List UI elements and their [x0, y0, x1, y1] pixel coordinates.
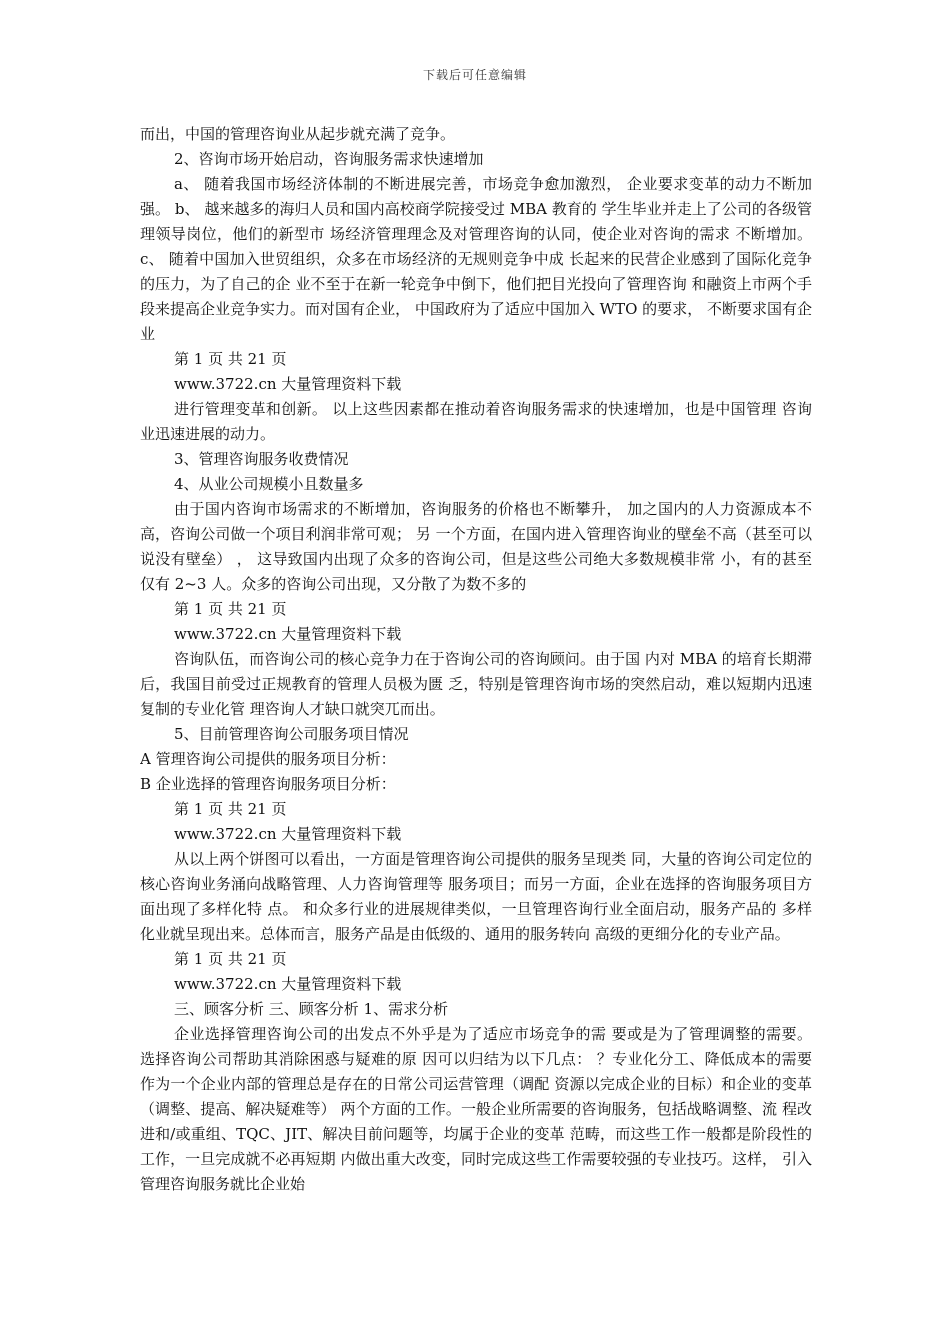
list-item: A 管理咨询公司提供的服务项目分析： [140, 750, 396, 768]
page-counter: 第 1 页 共 21 页 [174, 800, 287, 818]
paragraph: 企业选择管理咨询公司的出发点不外乎是为了适应市场竞争的需 要或是为了管理调整的需要。 选择咨询公司帮助其消除困惑与疑难的原 因可以归结为以下几点： ？专业化分工、降低成本的需要 作为一个企业内部的管理总是存在的日常公司运营管理（调配 资源以完成企业的目标）和企业的变革（调整、提高、解决疑难等） 两个方面的工作。一般企业所需要的咨询服务，包括战略调整、流 程改进和/或重组、TQC、JIT、解决目前问题等，均属于企业的变革 范畴，而这些工作一般都是阶段性的工作，一旦完成就不必再短期 内做出重大改变，同时完成这些工作需要较强的专业技巧。这样， 引入管理咨询服务就比企业始 [140, 1025, 812, 1193]
section-heading: 3、管理咨询服务收费情况 [174, 450, 349, 468]
source-link: www.3722.cn 大量管理资料下载 [174, 825, 402, 843]
source-link: www.3722.cn 大量管理资料下载 [174, 975, 402, 993]
document-body [140, 122, 812, 1197]
section-heading: 4、从业公司规模小且数量多 [174, 475, 364, 493]
section-heading: 5、目前管理咨询公司服务项目情况 [174, 725, 409, 743]
list-item: B 企业选择的管理咨询服务项目分析： [140, 775, 396, 793]
paragraph: a、 随着我国市场经济体制的不断进展完善，市场竞争愈加激烈， 企业要求变革的动力不断加强。 b、 越来越多的海归人员和国内高校商学院接受过 MBA 教育的 学生毕业并走上了公司的各级管理领导岗位，他们的新型市 场经济管理理念及对管理咨询的认同，使企业对咨询的需求 不断增加。 c、 随着中国加入世贸组织，众多在市场经济的无规则竞争中成 长起来的民营企业感到了国际化竞争的压力，为了自己的企 业不至于在新一轮竞争中倒下，他们把目光投向了管理咨询 和融资上市两个手段来提高企业竞争实力。而对国有企业， 中国政府为了适应中国加入 WTO 的要求， 不断要求国有企业 [140, 175, 812, 343]
section-heading: 2、咨询市场开始启动，咨询服务需求快速增加 [174, 150, 484, 168]
source-link: www.3722.cn 大量管理资料下载 [174, 375, 402, 393]
paragraph: 咨询队伍，而咨询公司的核心竞争力在于咨询公司的咨询顾问。由于国 内对 MBA 的培育长期滞后，我国目前受过正规教育的管理人员极为匮 乏，特别是管理咨询市场的突然启动，难以短期内迅速复制的专业化管 理咨询人才缺口就突兀而出。 [140, 650, 812, 718]
page-header: 下载后可任意编辑 [422, 68, 527, 82]
paragraph: 进行管理变革和创新。 以上这些因素都在推动着咨询服务需求的快速增加，也是中国管理 咨询业迅速进展的动力。 [140, 400, 812, 443]
paragraph: 而出，中国的管理咨询业从起步就充满了竞争。 [140, 125, 456, 143]
paragraph: 由于国内咨询市场需求的不断增加，咨询服务的价格也不断攀升， 加之国内的人力资源成本不高，咨询公司做一个项目利润非常可观； 另 一个方面，在国内进入管理咨询业的壁垒不高（甚至可以说没有壁垒） ， 这导致国内出现了众多的咨询公司，但是这些公司绝大多数规模非常 小，有的甚至仅有 2~3 人。众多的咨询公司出现，又分散了为数不多的 [140, 500, 812, 593]
source-link: www.3722.cn 大量管理资料下载 [174, 625, 402, 643]
page-counter: 第 1 页 共 21 页 [174, 950, 287, 968]
section-heading: 三、顾客分析 三、顾客分析 1、需求分析 [174, 1000, 449, 1018]
page-counter: 第 1 页 共 21 页 [174, 350, 287, 368]
paragraph: 从以上两个饼图可以看出，一方面是管理咨询公司提供的服务呈现类 同，大量的咨询公司定位的核心咨询业务涌向战略管理、人力咨询管理等 服务项目；而另一方面，企业在选择的咨询服务项目方面出现了多样化特 点。 和众多行业的进展规律类似，一旦管理咨询行业全面启动，服务产品的 多样化业就呈现出来。总体而言，服务产品是由低级的、通用的服务转向 高级的更细分化的专业产品。 [140, 850, 812, 943]
page-counter: 第 1 页 共 21 页 [174, 600, 287, 618]
